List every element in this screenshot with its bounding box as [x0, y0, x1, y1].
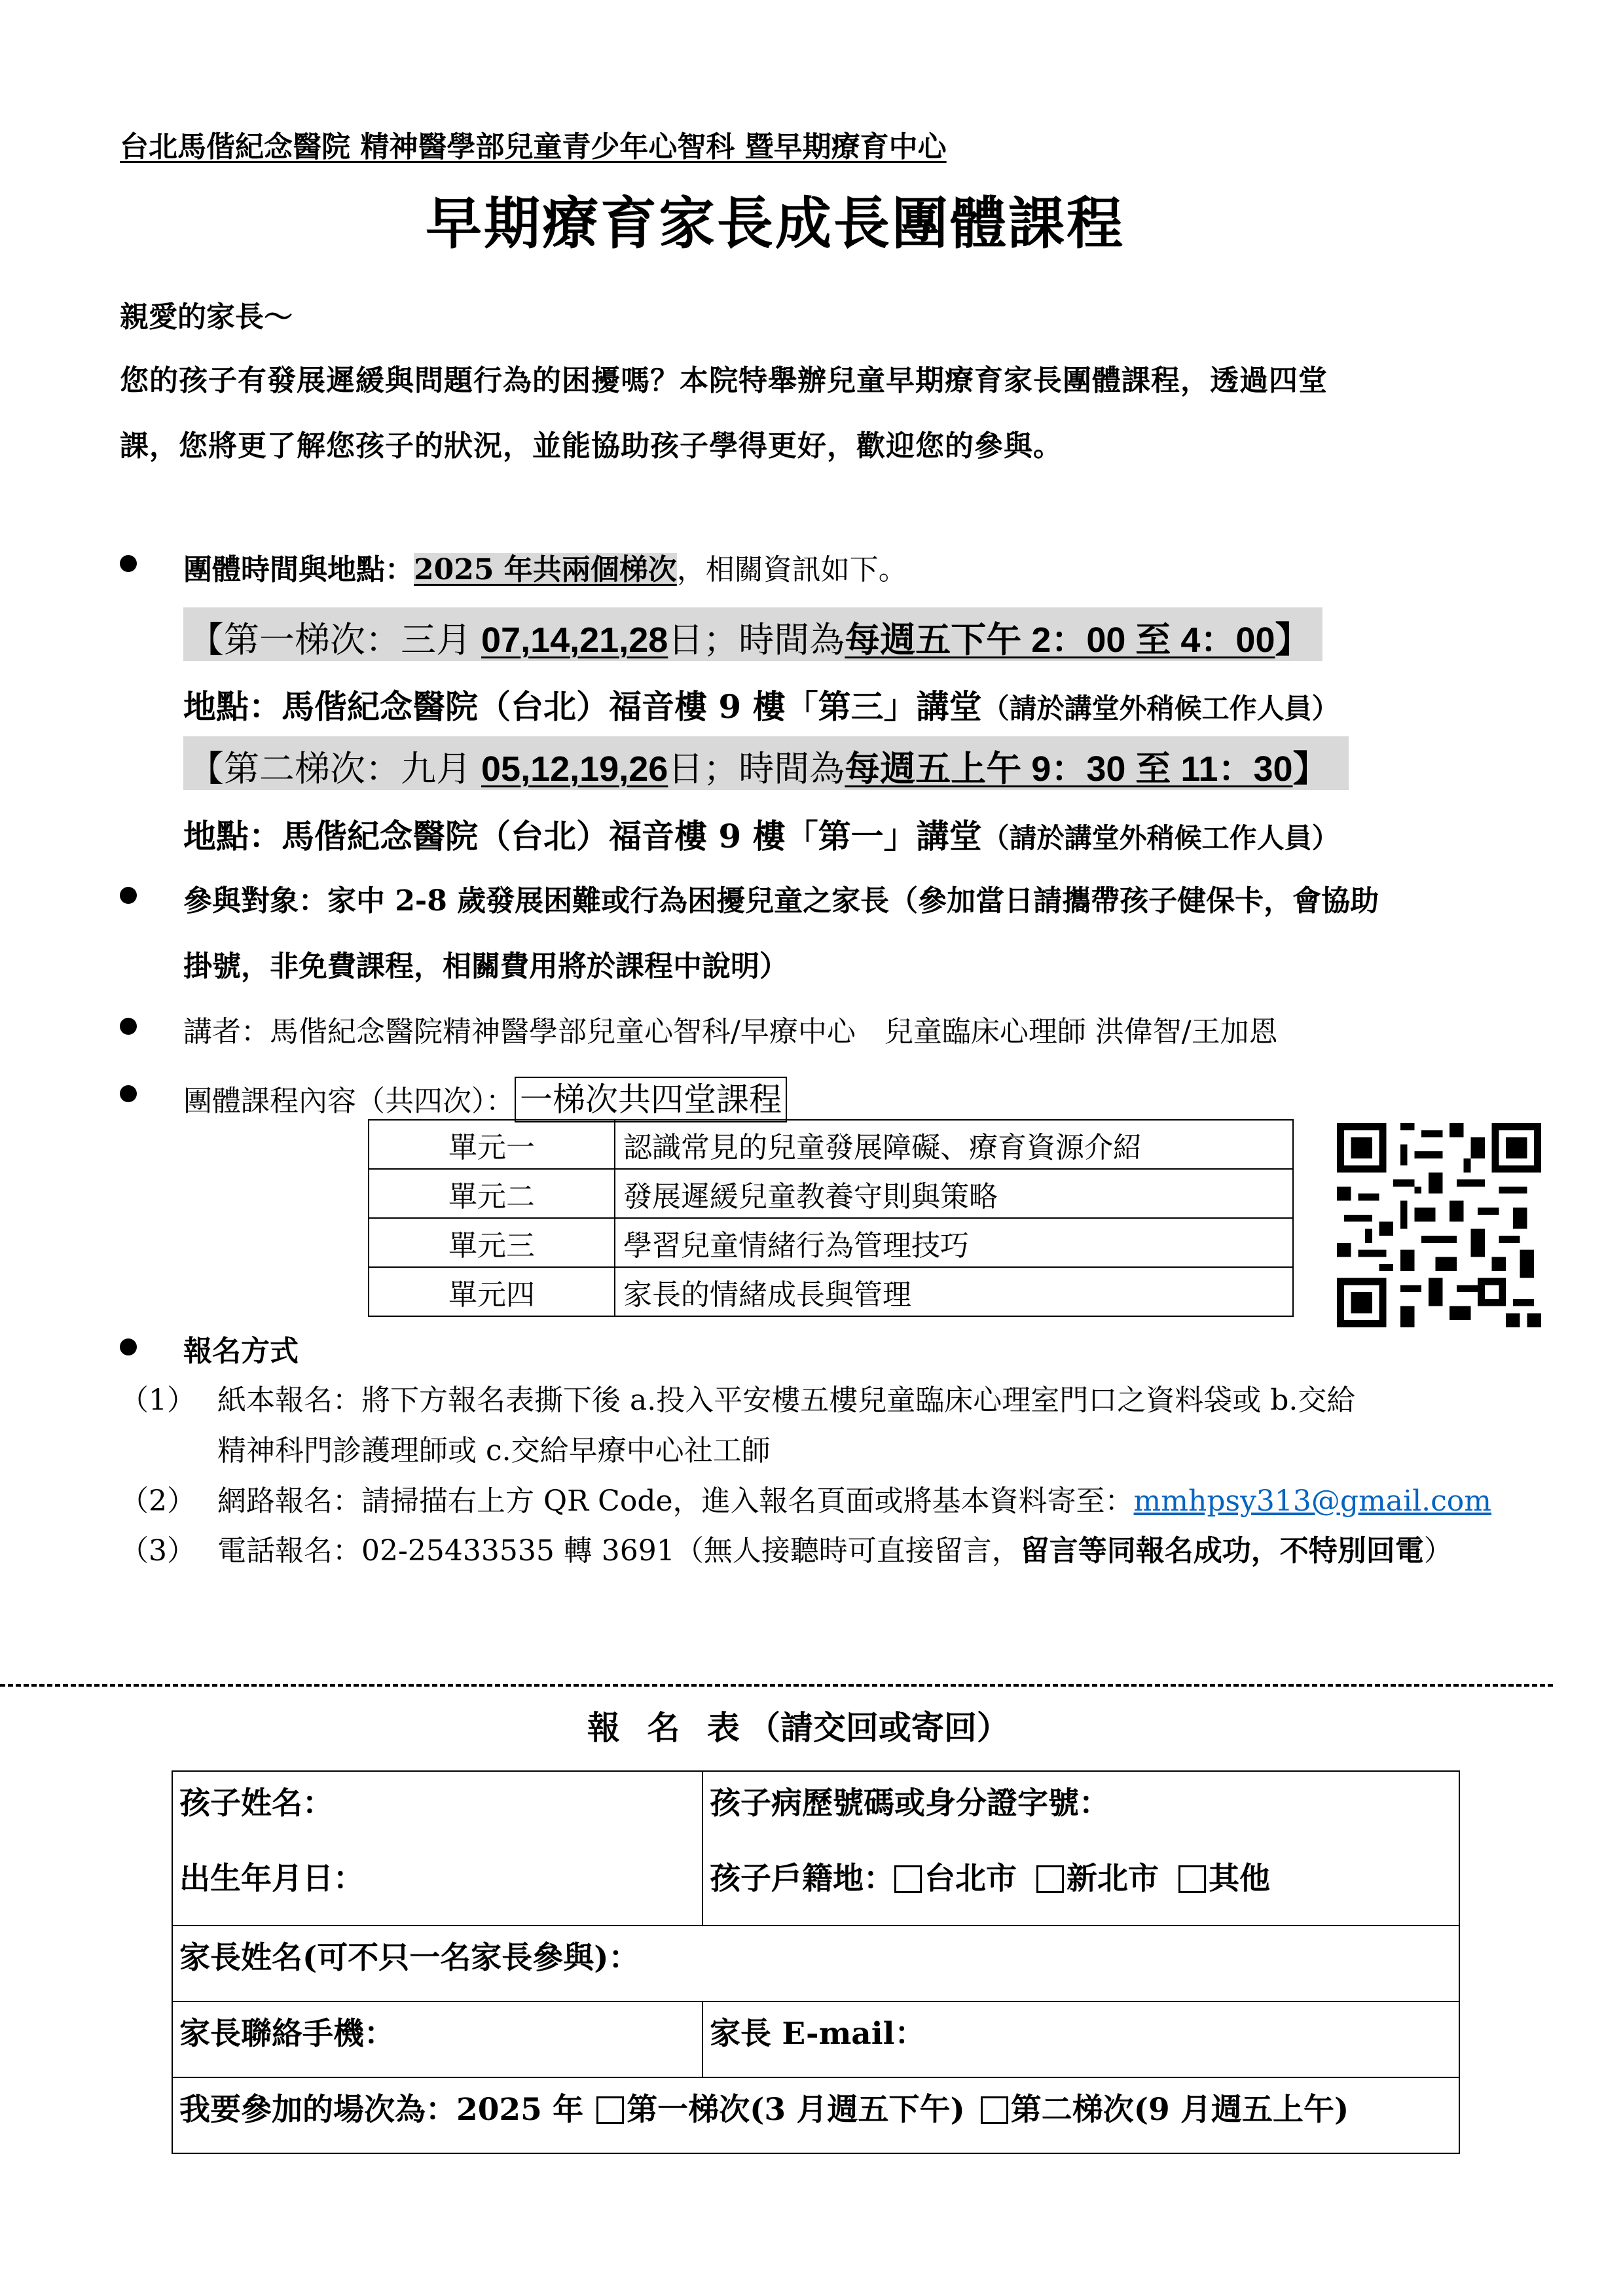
- bullet-icon: [120, 887, 137, 904]
- table-row: [369, 1267, 1293, 1316]
- table-row: [369, 1169, 1293, 1218]
- location-2-note: （請於講堂外稍候工作人員）: [981, 822, 1340, 854]
- form-title-note: （請交回或寄回）: [747, 1708, 1010, 1747]
- session-choice-label: 我要參加的場次為：2025 年: [179, 2092, 584, 2128]
- participants-line-1: 參與對象：家中 2-8 歲發展困難或行為困擾兒童之家長（參加當日請攜帶孩子健保卡，會協助: [183, 884, 1379, 918]
- unit-topic: 家長的情緒成長與管理: [615, 1267, 1293, 1316]
- unit-name: 單元四: [369, 1267, 615, 1316]
- schedule-year: 2025 年共兩個梯次: [414, 553, 677, 586]
- tear-off-divider: [0, 1684, 1553, 1687]
- unit-topic: 學習兒童情緒行為管理技巧: [615, 1218, 1293, 1267]
- location-2-main: 地點：馬偕紀念醫院（台北）福音樓 9 樓「第一」講堂: [183, 817, 982, 855]
- session-choice-1: 第一梯次(3 月週五下午): [627, 2092, 965, 2128]
- registration-item-1-line2: 精神科門診護理師或 c.交給早療中心社工師: [217, 1434, 771, 1467]
- registration-item-2-line1: 網路報名：請掃描右上方 QR Code，進入報名頁面或將基本資料寄至：: [217, 1484, 1134, 1518]
- checkbox-session-2[interactable]: [981, 2096, 1008, 2124]
- schedule-suffix: ，相關資訊如下。: [676, 553, 907, 586]
- child-name-field[interactable]: 孩子姓名：: [179, 1785, 333, 1821]
- unit-name: 單元二: [369, 1169, 615, 1218]
- bullet-icon: [120, 1085, 137, 1102]
- residence-option-3: 其他: [1209, 1861, 1270, 1897]
- table-row: [172, 1771, 1459, 1926]
- registration-item-2-num: （2）: [120, 1484, 196, 1518]
- session-2: [189, 741, 1328, 791]
- registration-email-link[interactable]: mmhpsy313@gmail.com: [1133, 1484, 1492, 1518]
- table-row: [369, 1120, 1293, 1169]
- registration-item-3: [217, 1527, 1453, 1569]
- residence-option-1: 台北市: [924, 1861, 1017, 1897]
- checkbox-session-1[interactable]: [596, 2096, 624, 2124]
- session-1: [189, 612, 1311, 662]
- checkbox-taipei[interactable]: [894, 1865, 922, 1893]
- schedule-label: 團體時間與地點：: [183, 553, 414, 586]
- session-choice-2: 第二梯次(9 月週五上午): [1010, 2092, 1349, 2128]
- table-row: [172, 2077, 1459, 2153]
- course-boxed: 一梯次共四堂課程: [515, 1077, 787, 1122]
- location-1-main: 地點：馬偕紀念醫院（台北）福音樓 9 樓「第三」講堂: [183, 687, 982, 726]
- location-1: [183, 681, 1340, 728]
- session-2-open: 【第二梯次：九月: [189, 749, 482, 789]
- course-label: 團體課程內容（共四次）：: [183, 1085, 515, 1118]
- registration-item-1-num: （1）: [120, 1384, 196, 1417]
- session-2-mid: 日；時間為: [668, 749, 845, 789]
- bullet-icon: [120, 1018, 137, 1035]
- session-1-open: 【第一梯次：三月: [189, 620, 482, 660]
- qr-code-icon[interactable]: [1337, 1123, 1541, 1327]
- registration-label: 報名方式: [183, 1335, 299, 1368]
- location-2: [183, 810, 1340, 857]
- parent-email-field[interactable]: 家長 E-mail：: [702, 2001, 1459, 2077]
- greeting: 親愛的家長～: [120, 300, 293, 334]
- child-id-field[interactable]: 孩子病歷號碼或身分證字號：: [710, 1785, 1110, 1821]
- table-row: [172, 2001, 1459, 2077]
- session-1-dates: 07,14,21,28: [481, 620, 668, 660]
- unit-name: 單元一: [369, 1120, 615, 1169]
- location-1-note: （請於講堂外稍候工作人員）: [981, 692, 1340, 725]
- registration-item-2: [217, 1477, 1491, 1519]
- schedule-line: [183, 546, 907, 588]
- institution-header: 台北馬偕紀念醫院 精神醫學部兒童青少年心智科 暨早期療育中心: [120, 130, 947, 164]
- form-title: [587, 1702, 1010, 1749]
- intro-line-1: 您的孩子有發展遲緩與問題行為的困擾嗎？本院特舉辦兒童早期療育家長團體課程，透過四堂: [120, 364, 1328, 397]
- registration-item-3-close: ）: [1423, 1534, 1453, 1568]
- unit-topic: 認識常見的兒童發展障礙、療育資源介紹: [615, 1120, 1293, 1169]
- registration-item-3-line1: 電話報名：02-25433535 轉 3691（無人接聽時可直接留言，: [217, 1534, 1021, 1568]
- session-choice-row: [172, 2077, 1459, 2153]
- course-line: [183, 1073, 787, 1121]
- child-id-cell[interactable]: [702, 1771, 1459, 1926]
- residence-label: 孩子戶籍地：: [710, 1861, 894, 1897]
- page-title: 早期療育家長成長團體課程: [426, 190, 1125, 257]
- course-units-table: [368, 1119, 1294, 1317]
- unit-name: 單元三: [369, 1218, 615, 1267]
- session-2-close: 】: [1292, 749, 1328, 789]
- speaker: 講者：馬偕紀念醫院精神醫學部兒童心智科/早療中心 兒童臨床心理師 洪偉智/王加恩: [183, 1015, 1278, 1049]
- residence-field: [710, 1856, 1452, 1902]
- checkbox-new-taipei[interactable]: [1036, 1865, 1064, 1893]
- parent-name-field[interactable]: 家長姓名(可不只一名家長參與)：: [172, 1926, 1459, 2001]
- bullet-icon: [120, 555, 137, 572]
- table-row: [369, 1218, 1293, 1267]
- session-1-mid: 日；時間為: [668, 620, 845, 660]
- residence-option-2: 新北市: [1067, 1861, 1159, 1897]
- session-2-time: 每週五上午 9：30 至 11：30: [845, 749, 1293, 789]
- parent-phone-field[interactable]: 家長聯絡手機：: [172, 2001, 702, 2077]
- child-info-cell[interactable]: [172, 1771, 702, 1926]
- participants-line-2: 掛號，非免費課程，相關費用將於課程中說明）: [183, 950, 788, 983]
- unit-topic: 發展遲緩兒童教養守則與策略: [615, 1169, 1293, 1218]
- checkbox-other[interactable]: [1178, 1865, 1206, 1893]
- intro-line-2: 課，您將更了解您孩子的狀況，並能協助孩子學得更好，歡迎您的參與。: [120, 429, 1063, 463]
- registration-item-3-num: （3）: [120, 1534, 196, 1568]
- session-1-time: 每週五下午 2：00 至 4：00: [845, 620, 1275, 660]
- registration-item-1-line1: 紙本報名：將下方報名表撕下後 a.投入平安樓五樓兒童臨床心理室門口之資料袋或 b.交給: [217, 1384, 1356, 1417]
- session-2-dates: 05,12,19,26: [481, 749, 668, 789]
- form-title-main: 報 名 表: [587, 1708, 748, 1747]
- birthday-field[interactable]: 出生年月日：: [179, 1861, 364, 1897]
- table-row: [172, 1926, 1459, 2001]
- registration-form: [172, 1770, 1460, 2154]
- registration-item-3-bold: 留言等同報名成功，不特別回電: [1020, 1534, 1424, 1568]
- session-1-close: 】: [1275, 620, 1311, 660]
- bullet-icon: [120, 1338, 137, 1355]
